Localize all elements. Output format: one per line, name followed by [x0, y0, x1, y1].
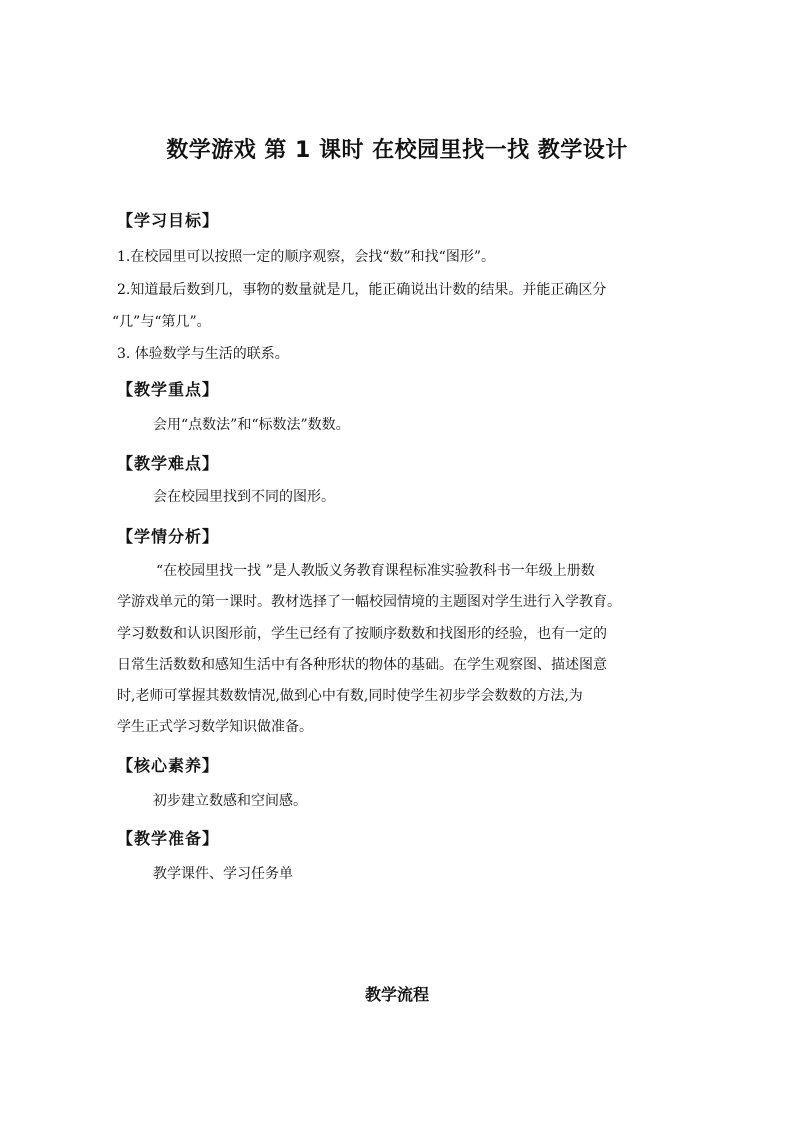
analysis-line-4: 日常生活数数和感知生活中有各种形状的物体的基础。在学生观察图、描述图意	[117, 657, 607, 673]
difficulties-heading: 【教学难点】	[117, 454, 220, 473]
analysis-line-5: 时,老师可掌握其数数情况,做到心中有数,同时使学生初步学会数数的方法,为	[117, 688, 583, 704]
analysis-line-3: 学习数数和认识图形前，学生已经有了按顺序数数和找图形的经验，也有一定的	[117, 626, 607, 642]
difficulties-line-1: 会在校园里找到不同的图形。	[153, 489, 335, 505]
analysis-heading: 【学情分析】	[117, 527, 220, 546]
analysis-line-1: “在校园里找一找 ”是人教版义务教育课程标准实验教科书一年级上册数	[156, 563, 595, 579]
preparation-heading: 【教学准备】	[117, 829, 220, 848]
objective-line-1: 1.在校园里可以按照一定的顺序观察，会找“数”和找“图形”。	[117, 249, 495, 265]
objective-line-3: 3. 体验数学与生活的联系。	[117, 346, 289, 362]
analysis-line-6: 学生正式学习数学知识做准备。	[117, 719, 313, 735]
literacy-heading: 【核心素养】	[117, 756, 220, 775]
key-points-heading: 【教学重点】	[117, 380, 220, 399]
preparation-line-1: 教学课件、学习任务单	[153, 866, 293, 882]
literacy-line-1: 初步建立数感和空间感。	[153, 793, 307, 809]
objectives-heading: 【学习目标】	[117, 211, 220, 230]
key-points-line-1: 会用“点数法”和“标数法”数数。	[153, 417, 350, 433]
document-title: 数学游戏 第 1 课时 在校园里找一找 教学设计	[166, 138, 628, 163]
teaching-flow-title: 教学流程	[364, 985, 429, 1004]
objective-line-2-cont: “几”与“第几”。	[112, 314, 211, 330]
objective-line-2: 2.知道最后数到几，事物的数量就是几，能正确说出计数的结果。并能正确区分	[117, 282, 607, 298]
analysis-line-2: 学游戏单元的第一课时。教材选择了一幅校园情境的主题图对学生进行入学教育。	[117, 594, 621, 610]
